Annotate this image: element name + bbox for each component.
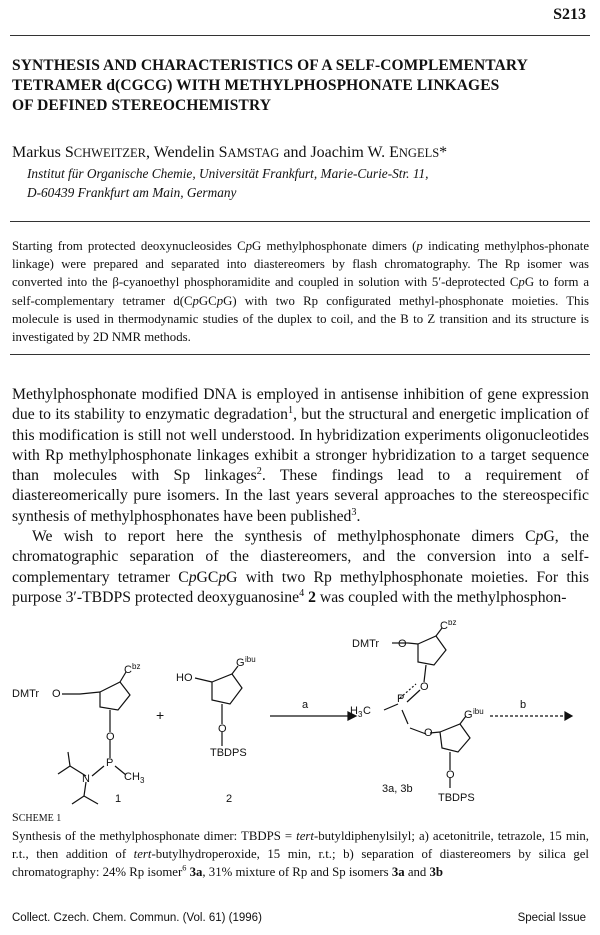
- svg-text:C: C: [124, 664, 132, 676]
- paragraph: We wish to report here the synthesis of methylphosphonate dimers CpG, the chromatographic separation of the diastereomers, and the conversion into a self-complementary tetramer CpGCpG with two Rp methylphosphonate moieties. For this purpose 3′-TBDPS protected deoxyguanosine$^4$ 2 was coupled with the methylphosphon-: [12, 528, 589, 606]
- svg-text:C: C: [363, 705, 371, 717]
- svg-text:N: N: [82, 773, 90, 785]
- svg-text:P: P: [106, 757, 114, 769]
- abstract-bottom-rule: [10, 354, 590, 355]
- svg-text:O: O: [52, 688, 61, 700]
- svg-text:P: P: [397, 693, 405, 705]
- svg-text:ibu: ibu: [473, 707, 484, 716]
- author-list: Markus SCHWEITZER, Wendelin SAMSTAG and Joachim W. ENGELS*: [12, 144, 448, 161]
- arrow-b-label: b: [520, 699, 527, 711]
- footer-citation: Collect. Czech. Chem. Commun. (Vol. 61) (1996): [12, 912, 262, 924]
- title-line: OF DEFINED STEREOCHEMISTRY: [12, 97, 271, 114]
- paper-title: [12, 56, 582, 116]
- reaction-scheme: [0, 620, 600, 810]
- compound-1-label: 1: [115, 793, 122, 805]
- footer-issue: Special Issue: [517, 912, 586, 924]
- svg-text:G: G: [464, 709, 473, 721]
- svg-text:C: C: [440, 620, 448, 632]
- svg-text:O: O: [398, 638, 407, 650]
- svg-text:O: O: [106, 731, 115, 743]
- arrow-a-label: a: [302, 699, 309, 711]
- body-text: [12, 385, 589, 608]
- svg-text:HO: HO: [176, 672, 193, 684]
- svg-text:O: O: [424, 727, 433, 739]
- svg-text:CH: CH: [124, 771, 140, 783]
- page-number: S213: [553, 6, 586, 23]
- svg-text:H: H: [350, 705, 358, 717]
- abstract-top-rule: [10, 221, 590, 222]
- affiliation: Institut für Organische Chemie, Universität Frankfurt, Marie-Curie-Str. 11, D-60439 Frankfurt am Main, Germany: [27, 166, 429, 200]
- title-line: SYNTHESIS AND CHARACTERISTICS OF A SELF-COMPLEMENTARY: [12, 57, 528, 74]
- scheme-caption: Synthesis of the methylphosphonate dimer: TBDPS = tert-butyldiphenylsilyl; a) acetonitrile, tetrazole, 15 min, r.t., then addition of tert-butylhydroperoxide, 15 min, r.t.; b) separation of diastereomers by silica gel chromatography: 24% Rp isomer$^6$ 3a, 31% mixture of Rp and Sp isomers 3a and 3b: [12, 829, 589, 879]
- paragraph: Methylphosphonate modified DNA is employed in antisense inhibition of gene expression due to its stability to enzymatic degradation$^1$, but the structural and energetic implication of this modification is still not well understood. In hybridization experiments oligonucleotides with Rp methylphosphonate linkages exhibit a stronger hybridization to a target sequence than molecules with Sp linkages$^2$. These findings lead to a requirement of diastereomerically pure isomers. In the last years several approaches to the stereospecific synthesis of methylphosphonates have been published$^3$.: [12, 386, 589, 525]
- svg-text:G: G: [236, 657, 245, 669]
- scheme-dmtr-label: DMTr: [12, 688, 40, 700]
- abstract: Starting from protected deoxynucleosides CpG methylphosphonate dimers (p indicating methylphos-phonate linkage) were prepared and separated into diastereomers by flash chromatography. The Rp isomer was converted into the β-cyanoethyl phosphoramidite and coupled in solution with 5′-deprotected CpG to form a self-complementary tetramer d(CpGCpG) with two Rp configurated methyl-phosphonate moieties. This molecule is used in thermodynamic studies of the duplex to coil, and the B to Z transition and its structure is investigated by 2D NMR methods.: [12, 239, 590, 345]
- svg-text:DMTr: DMTr: [352, 638, 380, 650]
- compound-2-label: 2: [226, 793, 233, 805]
- title-line: TETRAMER d(CGCG) WITH METHYLPHOSPHONATE LINKAGES: [12, 77, 500, 94]
- svg-text:bz: bz: [132, 662, 141, 671]
- svg-text:O: O: [446, 769, 455, 781]
- svg-text:O: O: [420, 681, 429, 693]
- svg-text:bz: bz: [448, 620, 457, 627]
- svg-text:TBDPS: TBDPS: [438, 792, 475, 804]
- svg-text:3: 3: [140, 776, 145, 785]
- compound-3-label: 3a, 3b: [382, 783, 413, 795]
- svg-text:3: 3: [358, 710, 363, 719]
- svg-text:TBDPS: TBDPS: [210, 747, 247, 759]
- svg-text:ibu: ibu: [245, 655, 256, 664]
- header-rule: [10, 35, 590, 36]
- plus-sign: +: [156, 707, 165, 723]
- scheme-label: SCHEME 1: [12, 810, 62, 824]
- svg-text:O: O: [218, 723, 227, 735]
